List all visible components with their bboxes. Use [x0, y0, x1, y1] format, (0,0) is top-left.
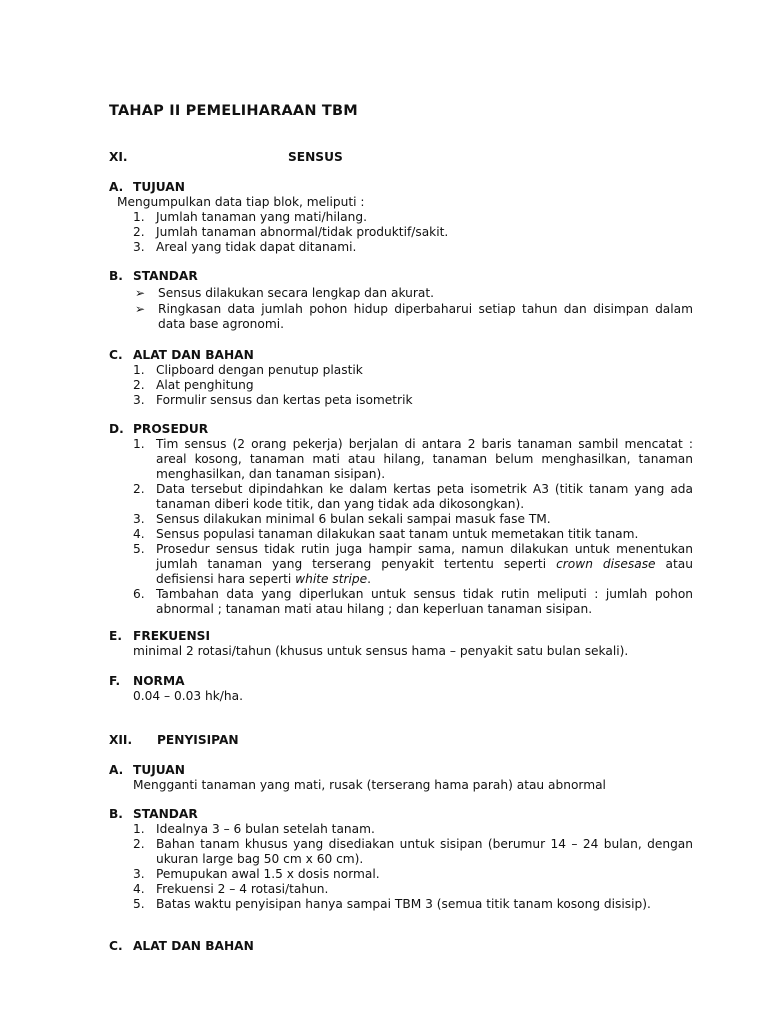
section-title: STANDAR [133, 807, 198, 821]
arrow-list [135, 286, 693, 332]
section-title: FREKUENSI [133, 629, 210, 643]
section-text: 0.04 – 0.03 hk/ha. [133, 689, 243, 703]
list-item: 5. Batas waktu penyisipan hanya sampai TBM 3 (semua titik tanam kosong disisip). [133, 897, 651, 911]
section-title: TUJUAN [133, 180, 185, 194]
section-heading [109, 939, 254, 954]
section-text: Mengganti tanaman yang mati, rusak (terserang hama parah) atau abnormal [133, 778, 606, 792]
list-item: ➢ Ringkasan data jumlah pohon hidup diperbaharui setiap tahun dan disimpan dalam data base agronomi. [135, 302, 693, 331]
arrow-bullet-icon: ➢ [135, 286, 146, 300]
section-title: TUJUAN [133, 763, 185, 777]
list-item: 4. Sensus populasi tanaman dilakukan saat tanam untuk memetakan titik tanam. [133, 527, 639, 541]
list-item: 1. Jumlah tanaman yang mati/hilang. [133, 210, 367, 224]
numbered-list [133, 822, 693, 912]
section-title: ALAT DAN BAHAN [133, 939, 254, 953]
section-title: ALAT DAN BAHAN [133, 348, 254, 362]
section-heading [109, 763, 185, 778]
list-item: 3. Areal yang tidak dapat ditanami. [133, 240, 357, 254]
section-heading [109, 807, 198, 822]
numbered-list [133, 210, 693, 255]
list-item: 2. Bahan tanam khusus yang disediakan untuk sisipan (berumur 14 – 24 bulan, dengan ukuran large bag 50 cm x 60 cm). [133, 837, 693, 866]
section-letter: E. [109, 629, 122, 643]
list-item: 1. Tim sensus (2 orang pekerja) berjalan di antara 2 baris tanaman sambil mencatat : areal kosong, tanaman mati atau hilang, tanaman belum menghasilkan, tanaman menghasilkan, dan tanaman sisipan). [133, 437, 693, 481]
section-letter: B. [109, 269, 123, 283]
section-letter: C. [109, 348, 123, 362]
list-item: 5. Prosedur sensus tidak rutin juga hampir sama, namun dilakukan untuk menentukan jumlah tanaman yang terserang penyakit tertentu seperti crown disesase atau defisiensi hara seperti white stripe. [133, 542, 693, 586]
chapter-12-number: XII. [109, 733, 133, 747]
section-title: PROSEDUR [133, 422, 209, 436]
list-item: ➢ Sensus dilakukan secara lengkap dan akurat. [135, 286, 434, 300]
list-item: 3. Formulir sensus dan kertas peta isometrik [133, 393, 413, 407]
chapter-11-title: SENSUS [288, 150, 343, 164]
list-item: 2. Alat penghitung [133, 378, 254, 392]
chapter-12-title: PENYISIPAN [157, 733, 239, 747]
list-item: 6. Tambahan data yang diperlukan untuk sensus tidak rutin meliputi : jumlah pohon abnormal ; tanaman mati atau hilang ; dan keperluan tanaman sisipan. [133, 587, 693, 616]
section-text: minimal 2 rotasi/tahun (khusus untuk sensus hama – penyakit satu bulan sekali). [133, 644, 629, 658]
section-heading [109, 348, 254, 363]
document-title: TAHAP II PEMELIHARAAN TBM [109, 103, 358, 119]
section-heading [109, 269, 198, 284]
numbered-list [133, 363, 693, 408]
list-item: 2. Data tersebut dipindahkan ke dalam kertas peta isometrik A3 (titik tanam yang ada tanaman diberi kode titik, dan yang tidak ada dikosongkan). [133, 482, 693, 511]
list-item: 2. Jumlah tanaman abnormal/tidak produktif/sakit. [133, 225, 449, 239]
section-heading [109, 180, 185, 195]
list-item: 4. Frekuensi 2 – 4 rotasi/tahun. [133, 882, 329, 896]
section-heading [109, 674, 185, 689]
section-title: NORMA [133, 674, 185, 688]
section-title: STANDAR [133, 269, 198, 283]
section-letter: D. [109, 422, 124, 436]
list-item: 3. Sensus dilakukan minimal 6 bulan sekali sampai masuk fase TM. [133, 512, 551, 526]
section-letter: C. [109, 939, 123, 953]
numbered-list [133, 437, 693, 617]
arrow-bullet-icon: ➢ [135, 302, 146, 316]
section-letter: A. [109, 180, 124, 194]
section-heading [109, 629, 210, 644]
list-item: 1. Clipboard dengan penutup plastik [133, 363, 363, 377]
section-intro: Mengumpulkan data tiap blok, meliputi : [117, 195, 365, 209]
list-item: 3. Pemupukan awal 1.5 x dosis normal. [133, 867, 380, 881]
chapter-11-number: XI. [109, 150, 128, 164]
section-letter: B. [109, 807, 123, 821]
list-item: 1. Idealnya 3 – 6 bulan setelah tanam. [133, 822, 375, 836]
section-letter: A. [109, 763, 124, 777]
section-letter: F. [109, 674, 121, 688]
section-heading [109, 422, 208, 437]
